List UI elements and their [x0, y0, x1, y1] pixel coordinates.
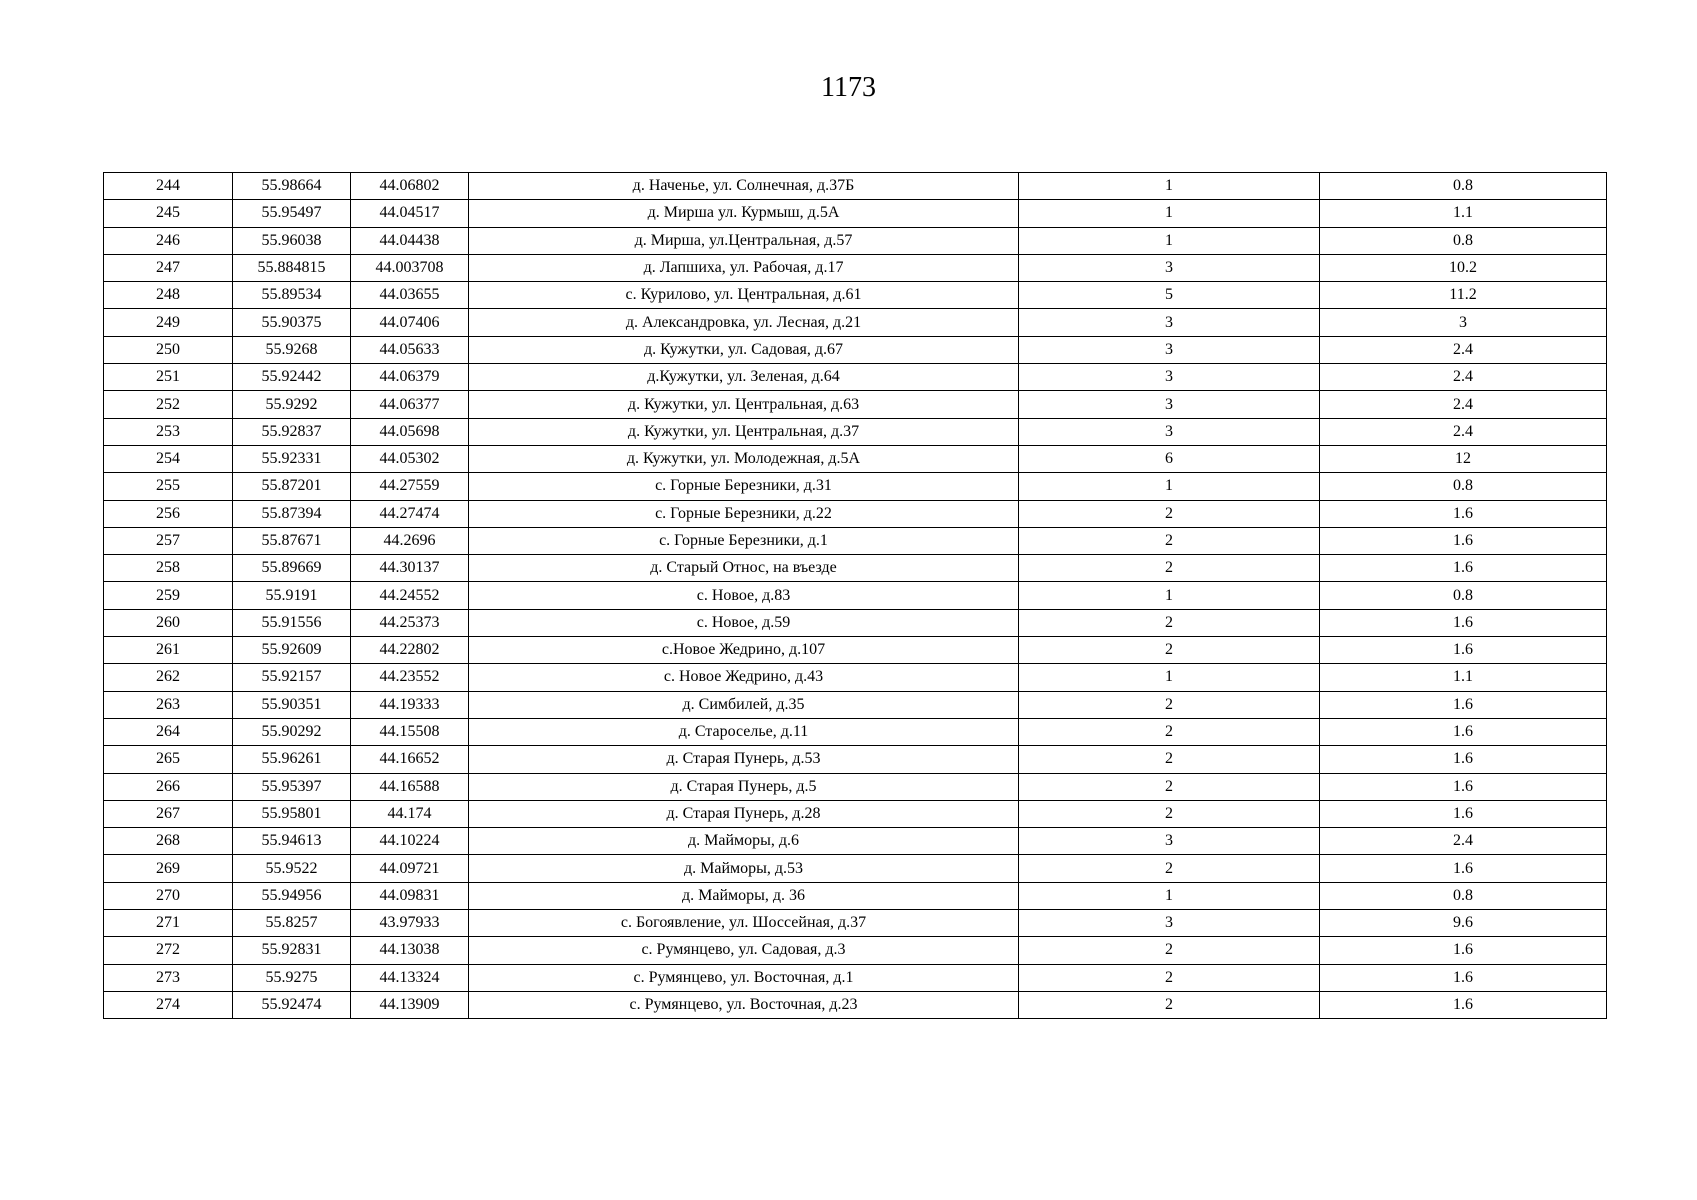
container-count-cell: 2 — [1019, 773, 1320, 800]
latitude-cell: 55.95397 — [233, 773, 351, 800]
longitude-cell: 44.27559 — [351, 473, 469, 500]
row-number-cell: 250 — [104, 336, 233, 363]
container-count-cell: 3 — [1019, 910, 1320, 937]
address-cell: д. Мирша, ул.Центральная, д.57 — [469, 227, 1019, 254]
latitude-cell: 55.90292 — [233, 718, 351, 745]
data-table — [103, 172, 1607, 1019]
longitude-cell: 44.174 — [351, 800, 469, 827]
address-cell: д. Майморы, д.6 — [469, 828, 1019, 855]
container-count-cell: 3 — [1019, 828, 1320, 855]
latitude-cell: 55.94613 — [233, 828, 351, 855]
volume-cell: 1.6 — [1320, 637, 1607, 664]
address-cell: д. Кужутки, ул. Центральная, д.63 — [469, 391, 1019, 418]
longitude-cell: 44.04438 — [351, 227, 469, 254]
volume-cell: 1.6 — [1320, 937, 1607, 964]
longitude-cell: 44.03655 — [351, 282, 469, 309]
container-count-cell: 6 — [1019, 445, 1320, 472]
container-count-cell: 3 — [1019, 418, 1320, 445]
longitude-cell: 44.06379 — [351, 364, 469, 391]
row-number-cell: 268 — [104, 828, 233, 855]
address-cell: д. Майморы, д. 36 — [469, 882, 1019, 909]
table-row — [104, 527, 1607, 554]
latitude-cell: 55.9191 — [233, 582, 351, 609]
row-number-cell: 267 — [104, 800, 233, 827]
latitude-cell: 55.92837 — [233, 418, 351, 445]
table-row — [104, 991, 1607, 1018]
container-count-cell: 2 — [1019, 937, 1320, 964]
row-number-cell: 249 — [104, 309, 233, 336]
table-row — [104, 937, 1607, 964]
latitude-cell: 55.92331 — [233, 445, 351, 472]
table-row — [104, 282, 1607, 309]
row-number-cell: 269 — [104, 855, 233, 882]
container-count-cell: 2 — [1019, 527, 1320, 554]
table-row — [104, 800, 1607, 827]
address-cell: д. Лапшиха, ул. Рабочая, д.17 — [469, 254, 1019, 281]
table-row — [104, 391, 1607, 418]
table-row — [104, 200, 1607, 227]
address-cell: д. Мирша ул. Курмыш, д.5А — [469, 200, 1019, 227]
address-cell: с. Курилово, ул. Центральная, д.61 — [469, 282, 1019, 309]
table-row — [104, 718, 1607, 745]
container-count-cell: 3 — [1019, 336, 1320, 363]
container-count-cell: 1 — [1019, 664, 1320, 691]
volume-cell: 0.8 — [1320, 473, 1607, 500]
longitude-cell: 44.09831 — [351, 882, 469, 909]
row-number-cell: 263 — [104, 691, 233, 718]
table-row — [104, 418, 1607, 445]
latitude-cell: 55.90351 — [233, 691, 351, 718]
volume-cell: 1.1 — [1320, 664, 1607, 691]
container-count-cell: 2 — [1019, 964, 1320, 991]
address-cell: с.Новое Жедрино, д.107 — [469, 637, 1019, 664]
row-number-cell: 255 — [104, 473, 233, 500]
row-number-cell: 244 — [104, 173, 233, 200]
volume-cell: 11.2 — [1320, 282, 1607, 309]
latitude-cell: 55.9292 — [233, 391, 351, 418]
address-cell: с. Новое, д.59 — [469, 609, 1019, 636]
container-count-cell: 2 — [1019, 991, 1320, 1018]
row-number-cell: 245 — [104, 200, 233, 227]
container-count-cell: 2 — [1019, 500, 1320, 527]
volume-cell: 1.1 — [1320, 200, 1607, 227]
row-number-cell: 261 — [104, 637, 233, 664]
table-row — [104, 227, 1607, 254]
longitude-cell: 44.13038 — [351, 937, 469, 964]
longitude-cell: 44.2696 — [351, 527, 469, 554]
table-row — [104, 664, 1607, 691]
table-row — [104, 882, 1607, 909]
latitude-cell: 55.96261 — [233, 746, 351, 773]
container-count-cell: 5 — [1019, 282, 1320, 309]
address-cell: д. Кужутки, ул. Центральная, д.37 — [469, 418, 1019, 445]
volume-cell: 12 — [1320, 445, 1607, 472]
container-count-cell: 1 — [1019, 582, 1320, 609]
latitude-cell: 55.95497 — [233, 200, 351, 227]
latitude-cell: 55.9522 — [233, 855, 351, 882]
address-cell: с. Румянцево, ул. Садовая, д.3 — [469, 937, 1019, 964]
latitude-cell: 55.98664 — [233, 173, 351, 200]
longitude-cell: 44.09721 — [351, 855, 469, 882]
container-count-cell: 3 — [1019, 254, 1320, 281]
latitude-cell: 55.92442 — [233, 364, 351, 391]
longitude-cell: 44.27474 — [351, 500, 469, 527]
latitude-cell: 55.95801 — [233, 800, 351, 827]
address-cell: д.Кужутки, ул. Зеленая, д.64 — [469, 364, 1019, 391]
address-cell: д. Симбилей, д.35 — [469, 691, 1019, 718]
address-cell: с. Румянцево, ул. Восточная, д.1 — [469, 964, 1019, 991]
volume-cell: 2.4 — [1320, 418, 1607, 445]
table-row — [104, 609, 1607, 636]
longitude-cell: 44.05633 — [351, 336, 469, 363]
volume-cell: 9.6 — [1320, 910, 1607, 937]
address-cell: д. Кужутки, ул. Садовая, д.67 — [469, 336, 1019, 363]
longitude-cell: 43.97933 — [351, 910, 469, 937]
volume-cell: 0.8 — [1320, 173, 1607, 200]
volume-cell: 3 — [1320, 309, 1607, 336]
container-count-cell: 3 — [1019, 309, 1320, 336]
longitude-cell: 44.15508 — [351, 718, 469, 745]
row-number-cell: 251 — [104, 364, 233, 391]
row-number-cell: 260 — [104, 609, 233, 636]
row-number-cell: 257 — [104, 527, 233, 554]
row-number-cell: 264 — [104, 718, 233, 745]
longitude-cell: 44.24552 — [351, 582, 469, 609]
container-count-cell: 1 — [1019, 173, 1320, 200]
address-cell: д. Старая Пунерь, д.5 — [469, 773, 1019, 800]
longitude-cell: 44.16652 — [351, 746, 469, 773]
volume-cell: 2.4 — [1320, 828, 1607, 855]
container-count-cell: 1 — [1019, 882, 1320, 909]
volume-cell: 1.6 — [1320, 527, 1607, 554]
longitude-cell: 44.23552 — [351, 664, 469, 691]
container-count-cell: 2 — [1019, 555, 1320, 582]
address-cell: д. Александровка, ул. Лесная, д.21 — [469, 309, 1019, 336]
container-count-cell: 2 — [1019, 637, 1320, 664]
latitude-cell: 55.92474 — [233, 991, 351, 1018]
row-number-cell: 246 — [104, 227, 233, 254]
address-cell: д. Старый Относ, на въезде — [469, 555, 1019, 582]
row-number-cell: 265 — [104, 746, 233, 773]
address-cell: с. Горные Березники, д.1 — [469, 527, 1019, 554]
container-count-cell: 2 — [1019, 609, 1320, 636]
table-row — [104, 637, 1607, 664]
table-row — [104, 746, 1607, 773]
volume-cell: 1.6 — [1320, 500, 1607, 527]
row-number-cell: 262 — [104, 664, 233, 691]
longitude-cell: 44.13909 — [351, 991, 469, 1018]
latitude-cell: 55.9268 — [233, 336, 351, 363]
table-row — [104, 364, 1607, 391]
row-number-cell: 272 — [104, 937, 233, 964]
table-row — [104, 473, 1607, 500]
row-number-cell: 270 — [104, 882, 233, 909]
address-cell: д. Майморы, д.53 — [469, 855, 1019, 882]
page-number: 1173 — [821, 72, 876, 103]
volume-cell: 1.6 — [1320, 609, 1607, 636]
container-count-cell: 2 — [1019, 691, 1320, 718]
address-cell: с. Новое, д.83 — [469, 582, 1019, 609]
row-number-cell: 271 — [104, 910, 233, 937]
row-number-cell: 266 — [104, 773, 233, 800]
table-row — [104, 254, 1607, 281]
latitude-cell: 55.87671 — [233, 527, 351, 554]
table-row — [104, 555, 1607, 582]
table-row — [104, 500, 1607, 527]
row-number-cell: 247 — [104, 254, 233, 281]
container-count-cell: 1 — [1019, 200, 1320, 227]
latitude-cell: 55.884815 — [233, 254, 351, 281]
latitude-cell: 55.96038 — [233, 227, 351, 254]
container-count-cell: 2 — [1019, 718, 1320, 745]
table-row — [104, 910, 1607, 937]
table-body — [104, 173, 1607, 1019]
longitude-cell: 44.19333 — [351, 691, 469, 718]
address-cell: с. Богоявление, ул. Шоссейная, д.37 — [469, 910, 1019, 937]
latitude-cell: 55.92157 — [233, 664, 351, 691]
table-row — [104, 855, 1607, 882]
table-row — [104, 773, 1607, 800]
table-row — [104, 582, 1607, 609]
container-count-cell: 1 — [1019, 473, 1320, 500]
latitude-cell: 55.91556 — [233, 609, 351, 636]
table-row — [104, 828, 1607, 855]
container-count-cell: 2 — [1019, 855, 1320, 882]
address-cell: с. Новое Жедрино, д.43 — [469, 664, 1019, 691]
volume-cell: 1.6 — [1320, 991, 1607, 1018]
longitude-cell: 44.06802 — [351, 173, 469, 200]
latitude-cell: 55.87201 — [233, 473, 351, 500]
volume-cell: 1.6 — [1320, 555, 1607, 582]
address-cell: д. Кужутки, ул. Молодежная, д.5А — [469, 445, 1019, 472]
address-cell: с. Румянцево, ул. Восточная, д.23 — [469, 991, 1019, 1018]
longitude-cell: 44.13324 — [351, 964, 469, 991]
volume-cell: 10.2 — [1320, 254, 1607, 281]
row-number-cell: 254 — [104, 445, 233, 472]
volume-cell: 1.6 — [1320, 773, 1607, 800]
container-count-cell: 2 — [1019, 746, 1320, 773]
table-row — [104, 173, 1607, 200]
table-row — [104, 691, 1607, 718]
container-count-cell: 1 — [1019, 227, 1320, 254]
longitude-cell: 44.07406 — [351, 309, 469, 336]
address-cell: д. Старая Пунерь, д.53 — [469, 746, 1019, 773]
latitude-cell: 55.92609 — [233, 637, 351, 664]
longitude-cell: 44.04517 — [351, 200, 469, 227]
longitude-cell: 44.06377 — [351, 391, 469, 418]
latitude-cell: 55.89534 — [233, 282, 351, 309]
longitude-cell: 44.16588 — [351, 773, 469, 800]
volume-cell: 1.6 — [1320, 964, 1607, 991]
volume-cell: 1.6 — [1320, 691, 1607, 718]
volume-cell: 1.6 — [1320, 718, 1607, 745]
longitude-cell: 44.25373 — [351, 609, 469, 636]
latitude-cell: 55.90375 — [233, 309, 351, 336]
address-cell: д. Староселье, д.11 — [469, 718, 1019, 745]
longitude-cell: 44.22802 — [351, 637, 469, 664]
row-number-cell: 252 — [104, 391, 233, 418]
volume-cell: 1.6 — [1320, 800, 1607, 827]
container-count-cell: 2 — [1019, 800, 1320, 827]
latitude-cell: 55.87394 — [233, 500, 351, 527]
row-number-cell: 259 — [104, 582, 233, 609]
latitude-cell: 55.92831 — [233, 937, 351, 964]
longitude-cell: 44.05698 — [351, 418, 469, 445]
latitude-cell: 55.89669 — [233, 555, 351, 582]
volume-cell: 2.4 — [1320, 336, 1607, 363]
latitude-cell: 55.9275 — [233, 964, 351, 991]
container-count-cell: 3 — [1019, 364, 1320, 391]
latitude-cell: 55.8257 — [233, 910, 351, 937]
volume-cell: 2.4 — [1320, 364, 1607, 391]
table-row — [104, 309, 1607, 336]
table-row — [104, 336, 1607, 363]
row-number-cell: 256 — [104, 500, 233, 527]
row-number-cell: 258 — [104, 555, 233, 582]
latitude-cell: 55.94956 — [233, 882, 351, 909]
volume-cell: 0.8 — [1320, 582, 1607, 609]
row-number-cell: 273 — [104, 964, 233, 991]
volume-cell: 1.6 — [1320, 855, 1607, 882]
container-count-cell: 3 — [1019, 391, 1320, 418]
table-row — [104, 964, 1607, 991]
volume-cell: 1.6 — [1320, 746, 1607, 773]
longitude-cell: 44.10224 — [351, 828, 469, 855]
row-number-cell: 274 — [104, 991, 233, 1018]
table-row — [104, 445, 1607, 472]
longitude-cell: 44.05302 — [351, 445, 469, 472]
row-number-cell: 253 — [104, 418, 233, 445]
longitude-cell: 44.003708 — [351, 254, 469, 281]
volume-cell: 2.4 — [1320, 391, 1607, 418]
address-cell: с. Горные Березники, д.31 — [469, 473, 1019, 500]
volume-cell: 0.8 — [1320, 882, 1607, 909]
row-number-cell: 248 — [104, 282, 233, 309]
address-cell: д. Старая Пунерь, д.28 — [469, 800, 1019, 827]
address-cell: с. Горные Березники, д.22 — [469, 500, 1019, 527]
longitude-cell: 44.30137 — [351, 555, 469, 582]
volume-cell: 0.8 — [1320, 227, 1607, 254]
address-cell: д. Наченье, ул. Солнечная, д.37Б — [469, 173, 1019, 200]
